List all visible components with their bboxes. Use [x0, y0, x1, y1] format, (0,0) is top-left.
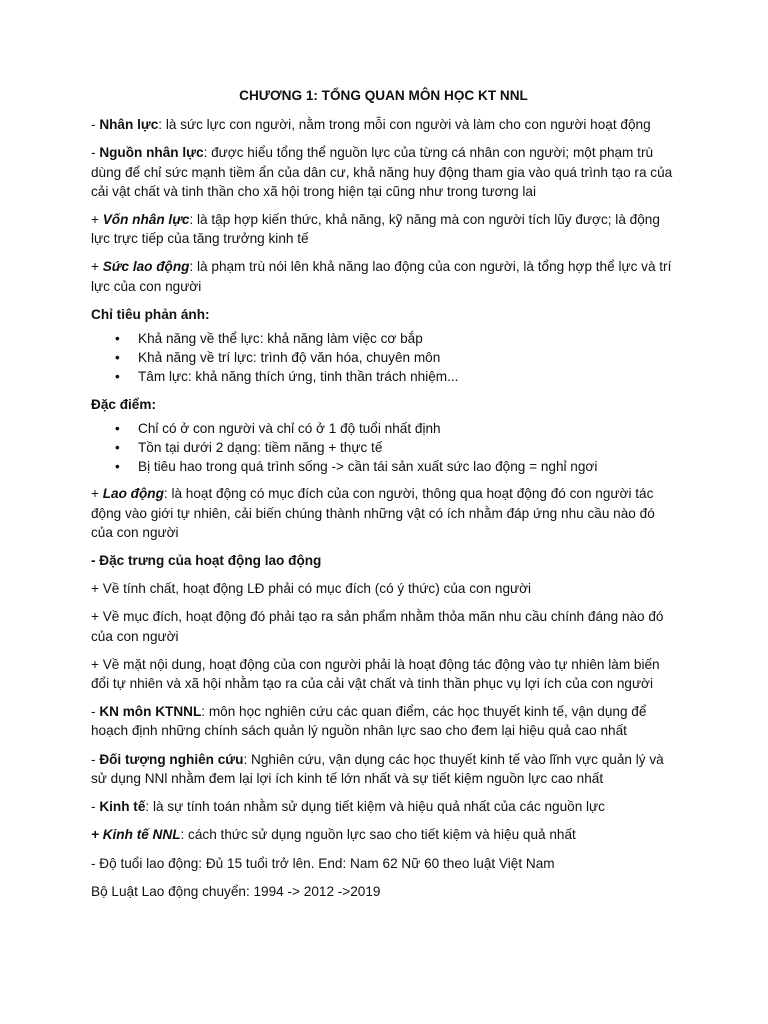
- page-title: CHƯƠNG 1: TỔNG QUAN MÔN HỌC KT NNL: [239, 88, 528, 103]
- list-item: • Tồn tại dưới 2 dạng: tiềm năng + thực tế: [138, 438, 676, 457]
- bullet-list-dac-diem: [91, 419, 676, 477]
- definition-text: : là tập hợp kiến thức, khả năng, kỹ năng mà con người tích lũy được; là động lực trực tiếp của tăng trưởng kinh tế: [91, 212, 660, 247]
- definition-kinh-te-nnl: [91, 825, 676, 844]
- definition-lao-dong: [91, 484, 676, 542]
- prefix: -: [91, 751, 100, 767]
- term: Đối tượng nghiên cứu: [99, 751, 244, 767]
- definition-text: : cách thức sử dụng nguồn lực sao cho tiết kiệm và hiệu quả nhất: [180, 827, 576, 843]
- list-item: • Bị tiêu hao trong quá trình sống -> cần tái sản xuất sức lao động = nghỉ ngơi: [138, 457, 676, 476]
- definition-kinh-te: [91, 797, 676, 816]
- term: Vốn nhân lực: [102, 212, 190, 228]
- prefix: -: [91, 117, 100, 133]
- paragraph-dac-trung-2: + Về mục đích, hoạt động đó phải tạo ra sản phẩm nhằm thỏa mãn nhu cầu chính đáng nào đó của con người: [91, 609, 664, 644]
- definition-text: : môn học nghiên cứu các quan điểm, các học thuyết kinh tế, vận dụng để hoạch định những chính sách quản lý nguồn nhân lực sao cho đem lại hiệu quả cao nhất: [91, 704, 647, 739]
- bullet-list-chi-tieu: [91, 329, 676, 387]
- prefix: -: [91, 145, 100, 161]
- heading-text: - Đặc trưng của hoạt động lao động: [91, 553, 322, 569]
- definition-text: : được hiểu tổng thể nguồn lực của từng cá nhân con người; một phạm trù dùng để chỉ sức mạnh tiềm ẩn của dân cư, khả năng huy động tham gia vào quá trình tạo ra của cải vật chất và tinh thần cho xã hội trong hiện tại cũng như trong tương lai: [91, 145, 673, 199]
- definition-doi-tuong: [91, 750, 676, 788]
- section-heading-dac-trung: [91, 551, 676, 570]
- prefix: +: [91, 212, 103, 228]
- prefix: +: [91, 259, 103, 275]
- definition-text: : là hoạt động có mục đích của con người, thông qua hoạt động đó con người tác động vào giới tự nhiên, cải biến chúng thành những vật có ích nhằm đáp ứng nhu cầu nào đó của con người: [91, 486, 655, 540]
- term: Nguồn nhân lực: [99, 145, 204, 161]
- section-heading-chi-tieu: [91, 305, 676, 324]
- list-item: • Tâm lực: khả năng thích ứng, tinh thần trách nhiệm...: [138, 367, 676, 386]
- paragraph-bo-luat: Bộ Luật Lao động chuyển: 1994 -> 2012 ->2019: [91, 883, 381, 899]
- term: Kinh tế: [99, 799, 146, 815]
- heading-text: Đặc điểm:: [91, 396, 156, 412]
- paragraph-dac-trung-3: + Về mặt nội dung, hoạt động của con người phải là hoạt động tác động vào tự nhiên làm biến đổi tự nhiên và xã hội nhằm tạo ra của cải vật chất và tinh thần phục vụ lợi ích của con người: [91, 656, 660, 692]
- list-item: • Khả năng về trí lực: trình độ văn hóa, chuyên môn: [138, 348, 676, 367]
- list-item: • Khả năng về thể lực: khả năng làm việc cơ bắp: [138, 329, 676, 348]
- list-item: • Chỉ có ở con người và chỉ có ở 1 độ tuổi nhất định: [138, 419, 676, 438]
- paragraph-do-tuoi: - Độ tuổi lao động: Đủ 15 tuổi trở lên. End: Nam 62 Nữ 60 theo luật Việt Nam: [91, 855, 555, 871]
- paragraph-dac-trung-1: + Về tính chất, hoạt động LĐ phải có mục đích (có ý thức) của con người: [91, 581, 532, 597]
- term: + Kinh tế NNL: [91, 827, 181, 843]
- prefix: -: [91, 799, 100, 815]
- definition-kn-mon: [91, 702, 676, 740]
- definition-text: : là sức lực con người, nằm trong mỗi con người và làm cho con người hoạt động: [158, 117, 651, 133]
- definition-von-nhan-luc: [91, 210, 676, 248]
- section-heading-dac-diem: [91, 395, 676, 414]
- definition-text: : Nghiên cứu, vận dụng các học thuyết kinh tế vào lĩnh vực quản lý và sử dụng NNl nhằm đem lại lợi ích kinh tế lớn nhất và sự tiết kiệm nguồn lực cao nhất: [91, 751, 664, 786]
- definition-text: : là sự tính toán nhằm sử dụng tiết kiệm và hiệu quả nhất của các nguồn lực: [145, 799, 605, 815]
- term: Nhân lực: [99, 117, 159, 133]
- definition-nhan-luc: [91, 115, 676, 134]
- prefix: +: [91, 486, 103, 502]
- term: Lao động: [102, 486, 164, 502]
- definition-text: : là phạm trù nói lên khả năng lao động của con người, là tổng hợp thể lực và trí lực của con người: [91, 259, 672, 294]
- definition-nguon-nhan-luc: [91, 143, 676, 201]
- definition-suc-lao-dong: [91, 257, 676, 295]
- term: Sức lao động: [102, 259, 190, 275]
- heading-text: Chỉ tiêu phản ánh:: [91, 306, 210, 322]
- term: KN môn KTNNL: [99, 704, 202, 720]
- prefix: -: [91, 704, 100, 720]
